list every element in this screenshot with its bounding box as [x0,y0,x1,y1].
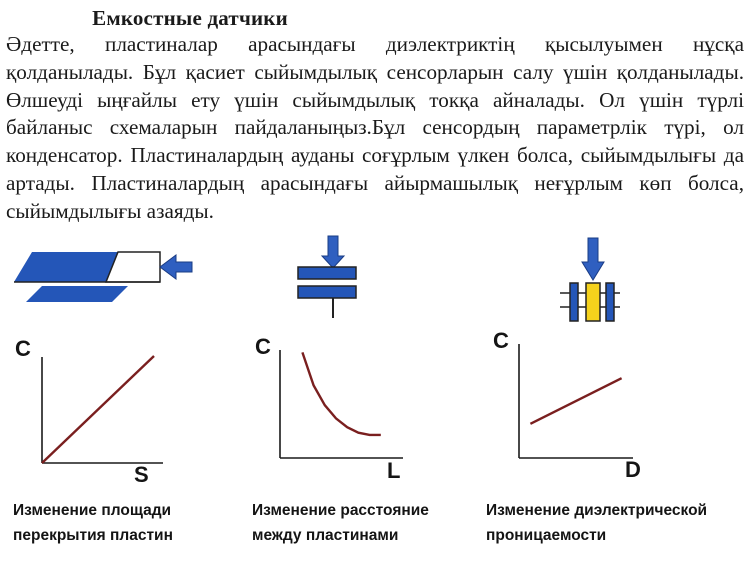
push-arrow-icon [160,255,192,279]
caption-line: Изменение расстояние [252,502,429,519]
x-axis-label: D [625,457,641,482]
right-plate [606,283,614,321]
top-plate [298,267,356,279]
dielectric-diagram [560,238,620,321]
x-axis-label: S [134,462,149,487]
series-line [42,356,154,463]
y-axis-label: C [255,334,271,359]
left-plate [570,283,578,321]
down-arrow-icon [582,238,604,280]
chart-permittivity-vs-capacitance [493,328,641,482]
bottom-plate [298,286,356,298]
caption-chart-2 [252,498,429,548]
y-axis-label: C [493,328,509,353]
body-paragraph: Әдетте, пластиналар арасындағы диэлектриктің қысылуымен нұсқа қолданылады. Бұл қасиет сыйымдылық сенсорларын салу үшін қолданылады. Өлшеуді ыңғайлы ету үшін сыйымдылық токқа айналады. Ол үшін түрлі байланыс схемаларын пайдаланыңыз.Бұл сенсордың параметрлік түрі, ол конденсатор. Пластиналардың ауданы соғұрлым үлкен болса, сыйымдылығы да артады. Пластиналардың арасындағы айырмашылық неғұрлым көп болса, сыйымдылығы азаяды. [6,32,744,223]
lower-plate [26,286,128,302]
caption-chart-1 [13,498,173,548]
series-line [302,352,380,435]
caption-line: перекрытия пластин [13,527,173,544]
caption-line: Изменение площади [13,502,172,519]
chart-area-vs-capacitance [15,336,163,487]
x-axis-label: L [387,458,401,483]
chart-distance-vs-capacitance [255,334,403,483]
plate-overlap-diagram [14,252,192,302]
down-arrow-icon [322,236,344,268]
y-axis-label: C [15,336,31,361]
upper-plate-blue [14,252,118,282]
caption-line: Изменение диэлектрической [486,502,708,519]
caption-line: между пластинами [252,527,399,544]
dielectric-slab [586,283,600,321]
series-line [530,378,621,424]
page-title: Емкостные датчики [92,6,288,30]
caption-line: проницаемости [486,527,607,544]
plate-distance-diagram [298,236,356,318]
caption-chart-3 [486,498,707,548]
